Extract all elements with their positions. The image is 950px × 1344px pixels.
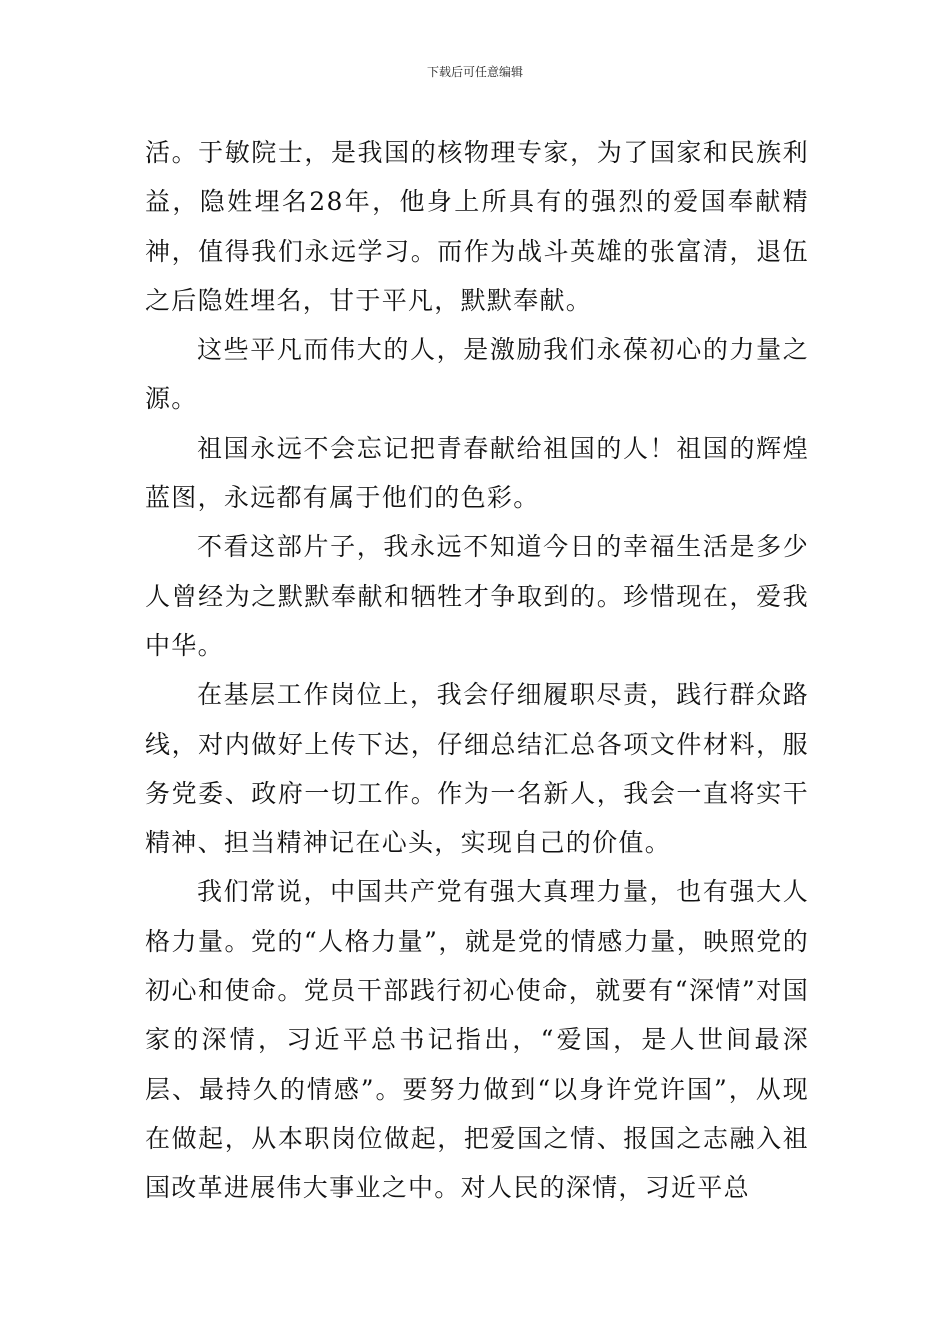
paragraph-3: 祖国永远不会忘记把青春献给祖国的人！祖国的辉煌蓝图，永远都有属于他们的色彩。 [145,433,809,513]
page-header: 下载后可任意编辑 [426,65,523,79]
document-body [145,128,809,1213]
paragraph-1: 活。于敏院士，是我国的核物理专家，为了国家和民族利益，隐姓埋名28年，他身上所具有的强烈的爱国奉献精神，值得我们永远学习。而作为战斗英雄的张富清，退伍之后隐姓埋名，甘于平凡，默默奉献。 [145,138,809,315]
paragraph-2: 这些平凡而伟大的人，是激励我们永葆初心的力量之源。 [145,335,809,414]
paragraph-5: 在基层工作岗位上，我会仔细履职尽责，践行群众路线，对内做好上传下达，仔细总结汇总各项文件材料，服务党委、政府一切工作。作为一名新人，我会一直将实干精神、担当精神记在心头，实现自己的价值。 [145,680,809,858]
paragraph-6: 我们常说，中国共产党有强大真理力量，也有强大人格力量。党的“人格力量”，就是党的情感力量，映照党的初心和使命。党员干部践行初心使命，就要有“深情”对国家的深情，习近平总书记指出，“爱国，是人世间最深层、最持久的情感”。要努力做到“以身许党许国”，从现在做起，从本职岗位做起，把爱国之情、报国之志融入祖国改革进展伟大事业之中。对人民的深情，习近平总 [145,877,809,1203]
paragraph-4: 不看这部片子，我永远不知道今日的幸福生活是多少人曾经为之默默奉献和牺牲才争取到的。珍惜现在，爱我中华。 [145,532,809,660]
